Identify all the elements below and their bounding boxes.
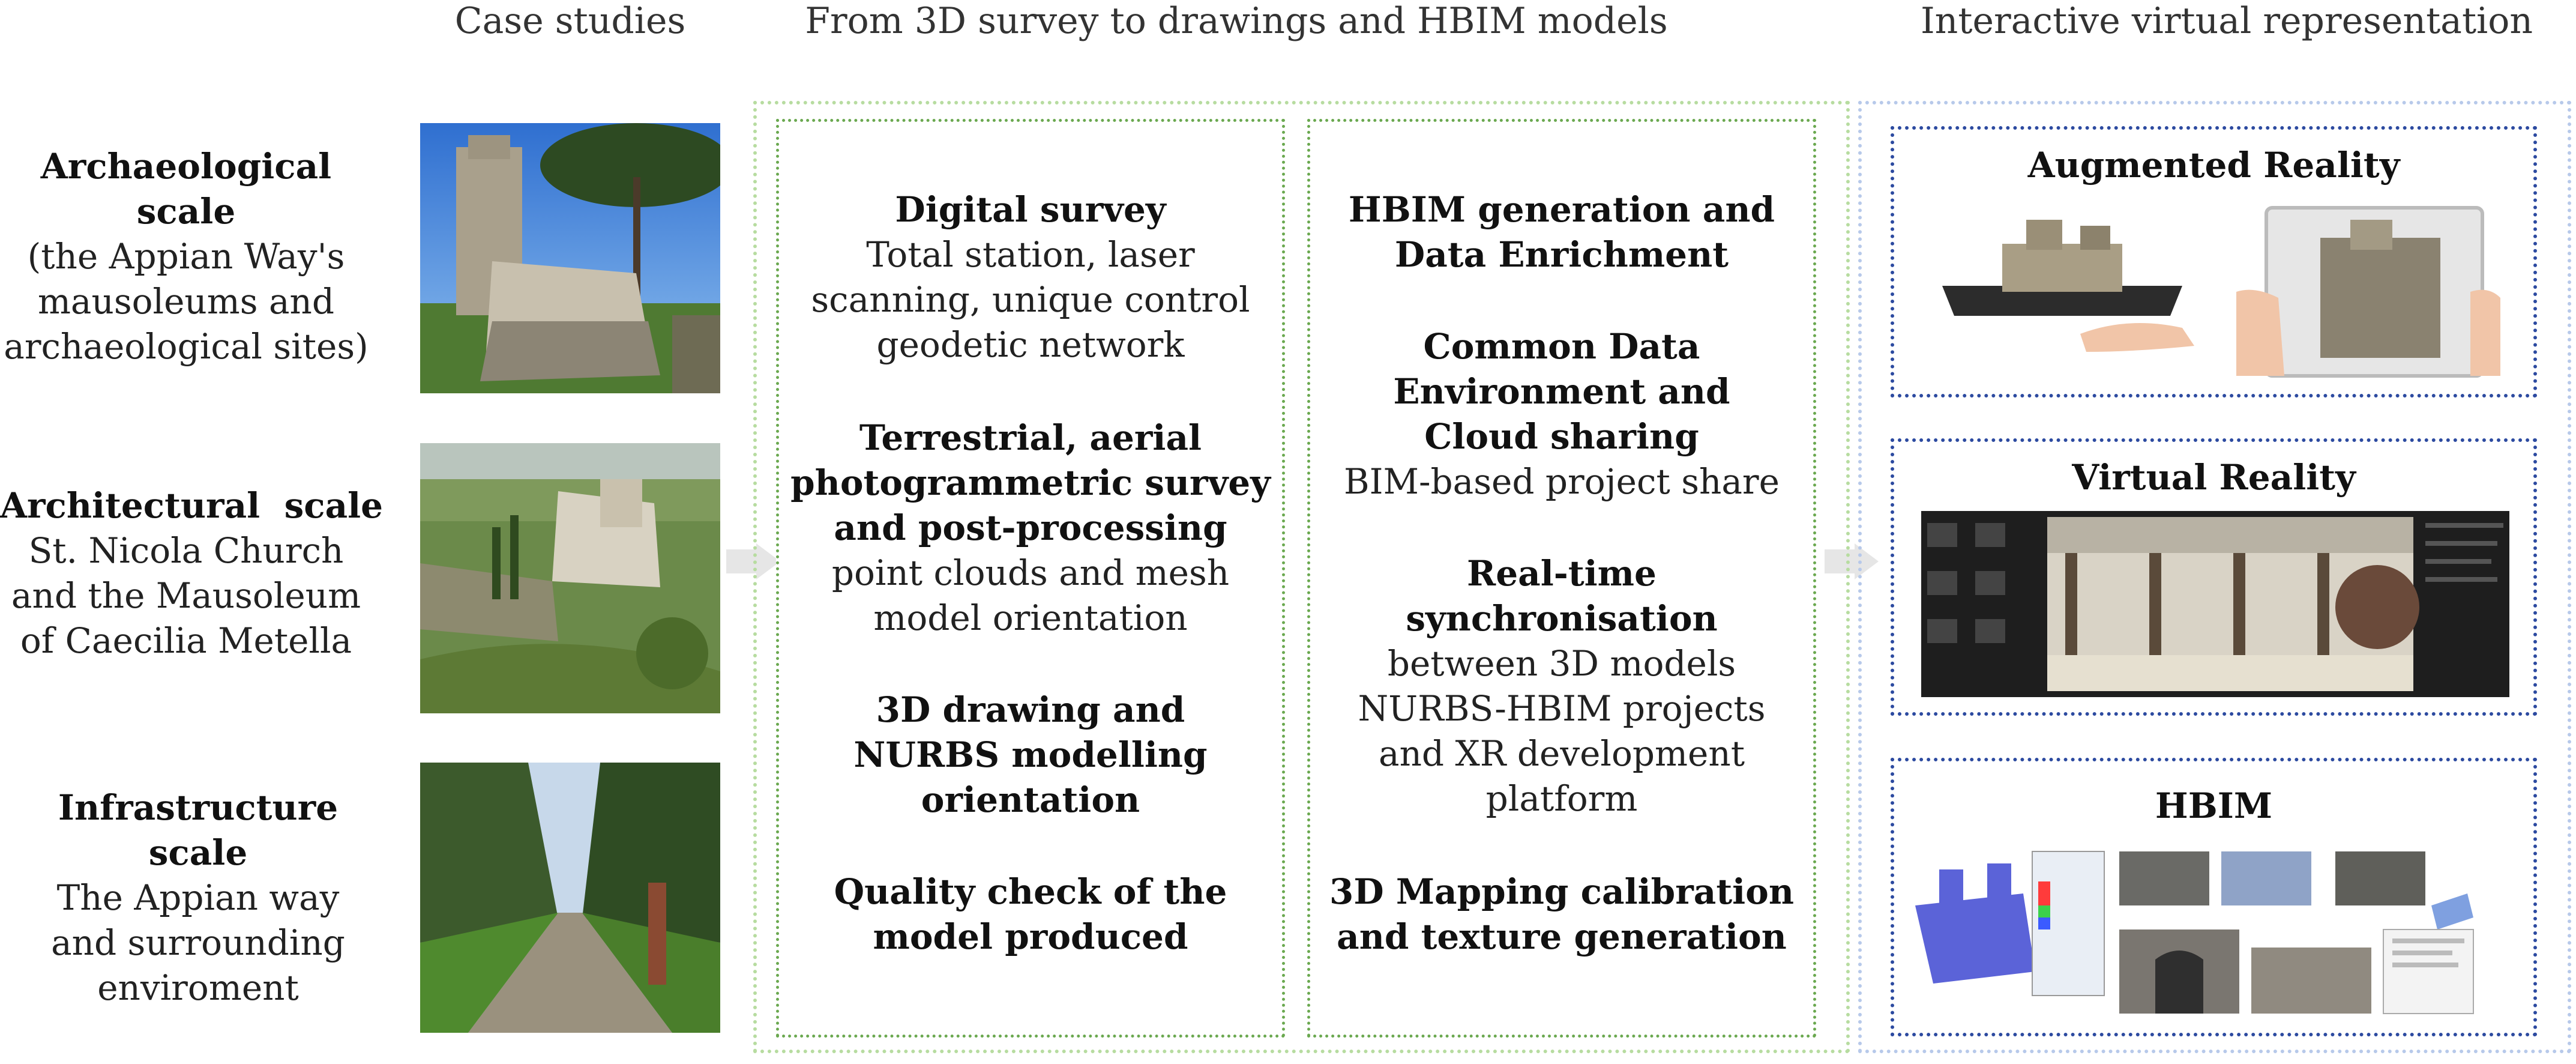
case-desc-line: St. Nicola Church bbox=[28, 530, 344, 571]
hbim-panel bbox=[1891, 758, 2537, 1036]
hbim-model-collage bbox=[1915, 839, 2515, 1020]
step-hbim-generation bbox=[1310, 187, 1813, 277]
step-desc-line: platform bbox=[1485, 778, 1638, 819]
case-title-line: Archaeological bbox=[40, 146, 332, 187]
step-title-line: and post-processing bbox=[834, 507, 1227, 548]
step-title-line: Real-time bbox=[1467, 553, 1657, 594]
step-title-line: HBIM generation and bbox=[1348, 189, 1775, 230]
appian-road-photo bbox=[420, 763, 720, 1033]
vr-software-screenshot bbox=[1921, 511, 2509, 697]
case-desc-line: and the Mausoleum bbox=[11, 575, 361, 616]
step-desc-line: NURBS-HBIM projects bbox=[1358, 688, 1766, 729]
step-desc-line: model orientation bbox=[873, 597, 1188, 638]
vr-panel bbox=[1891, 438, 2537, 716]
header-survey: From 3D survey to drawings and HBIM models bbox=[805, 0, 1668, 42]
step-desc-line: scanning, unique control bbox=[811, 279, 1250, 320]
step-title-line: Environment and bbox=[1393, 371, 1730, 412]
step-title-line: photogrammetric survey bbox=[790, 462, 1271, 503]
case-title-line: Infrastructure scale bbox=[58, 787, 339, 873]
step-title-line: Common Data bbox=[1423, 326, 1700, 367]
step-title-line: 3D Mapping calibration bbox=[1329, 871, 1795, 912]
vr-panel-title: Virtual Reality bbox=[2072, 457, 2356, 498]
step-3d-drawing bbox=[779, 688, 1282, 823]
header-case-studies: Case studies bbox=[454, 0, 686, 42]
step-desc-line: Total station, laser bbox=[866, 234, 1195, 275]
step-title-line: synchronisation bbox=[1406, 598, 1718, 639]
case-study-archaeological-text bbox=[0, 144, 372, 369]
case-desc-line: of Caecilia Metella bbox=[20, 620, 352, 661]
case-desc-line: and surrounding bbox=[51, 922, 345, 963]
step-realtime-sync bbox=[1310, 551, 1813, 821]
hbim-panel-title: HBIM bbox=[2155, 785, 2273, 826]
step-title-line: Quality check of the bbox=[834, 871, 1227, 912]
step-digital-survey bbox=[779, 187, 1282, 367]
case-desc-line: archaeological sites) bbox=[4, 326, 369, 367]
step-title-line: and texture generation bbox=[1337, 916, 1787, 957]
step-photogrammetric-survey bbox=[779, 416, 1282, 641]
ar-panel bbox=[1891, 126, 2537, 397]
case-desc-line: The Appian way bbox=[56, 877, 340, 918]
step-desc-line: between 3D models bbox=[1387, 643, 1736, 684]
case-desc-line: enviroment bbox=[97, 967, 299, 1008]
case-title-line: scale bbox=[136, 191, 236, 232]
step-title-line: model produced bbox=[873, 916, 1188, 957]
step-quality-check bbox=[779, 869, 1282, 960]
case-study-infrastructure-text bbox=[12, 785, 384, 1011]
aerial-church-photo bbox=[420, 443, 720, 713]
step-desc-line: geodetic network bbox=[876, 324, 1185, 365]
mausoleum-ruins-photo bbox=[420, 123, 720, 393]
step-title-line: NURBS modelling bbox=[853, 734, 1208, 775]
step-title-line: orientation bbox=[921, 779, 1140, 820]
step-3d-mapping bbox=[1310, 869, 1813, 960]
ar-panel-title: Augmented Reality bbox=[2027, 145, 2400, 186]
step-title-line: Terrestrial, aerial bbox=[859, 417, 1202, 458]
case-study-architectural-text bbox=[0, 483, 384, 663]
header-interactive: Interactive virtual representation bbox=[1920, 0, 2533, 42]
case-title-line: Architectural scale bbox=[0, 485, 384, 526]
step-title-line: Digital survey bbox=[895, 189, 1166, 230]
case-desc-line: mausoleums and bbox=[37, 281, 335, 322]
step-title-line: 3D drawing and bbox=[876, 689, 1185, 730]
step-title-line: Cloud sharing bbox=[1424, 416, 1699, 457]
case-desc-line: (the Appian Way's bbox=[27, 236, 345, 277]
step-common-data-environment bbox=[1310, 324, 1813, 504]
step-desc-line: and XR development bbox=[1378, 733, 1745, 774]
step-title-line: Data Enrichment bbox=[1394, 234, 1729, 275]
step-desc-line: BIM-based project share bbox=[1344, 461, 1780, 502]
step-desc-line: point clouds and mesh bbox=[831, 552, 1230, 593]
ar-hands-tablet-illustration bbox=[1930, 196, 2500, 382]
